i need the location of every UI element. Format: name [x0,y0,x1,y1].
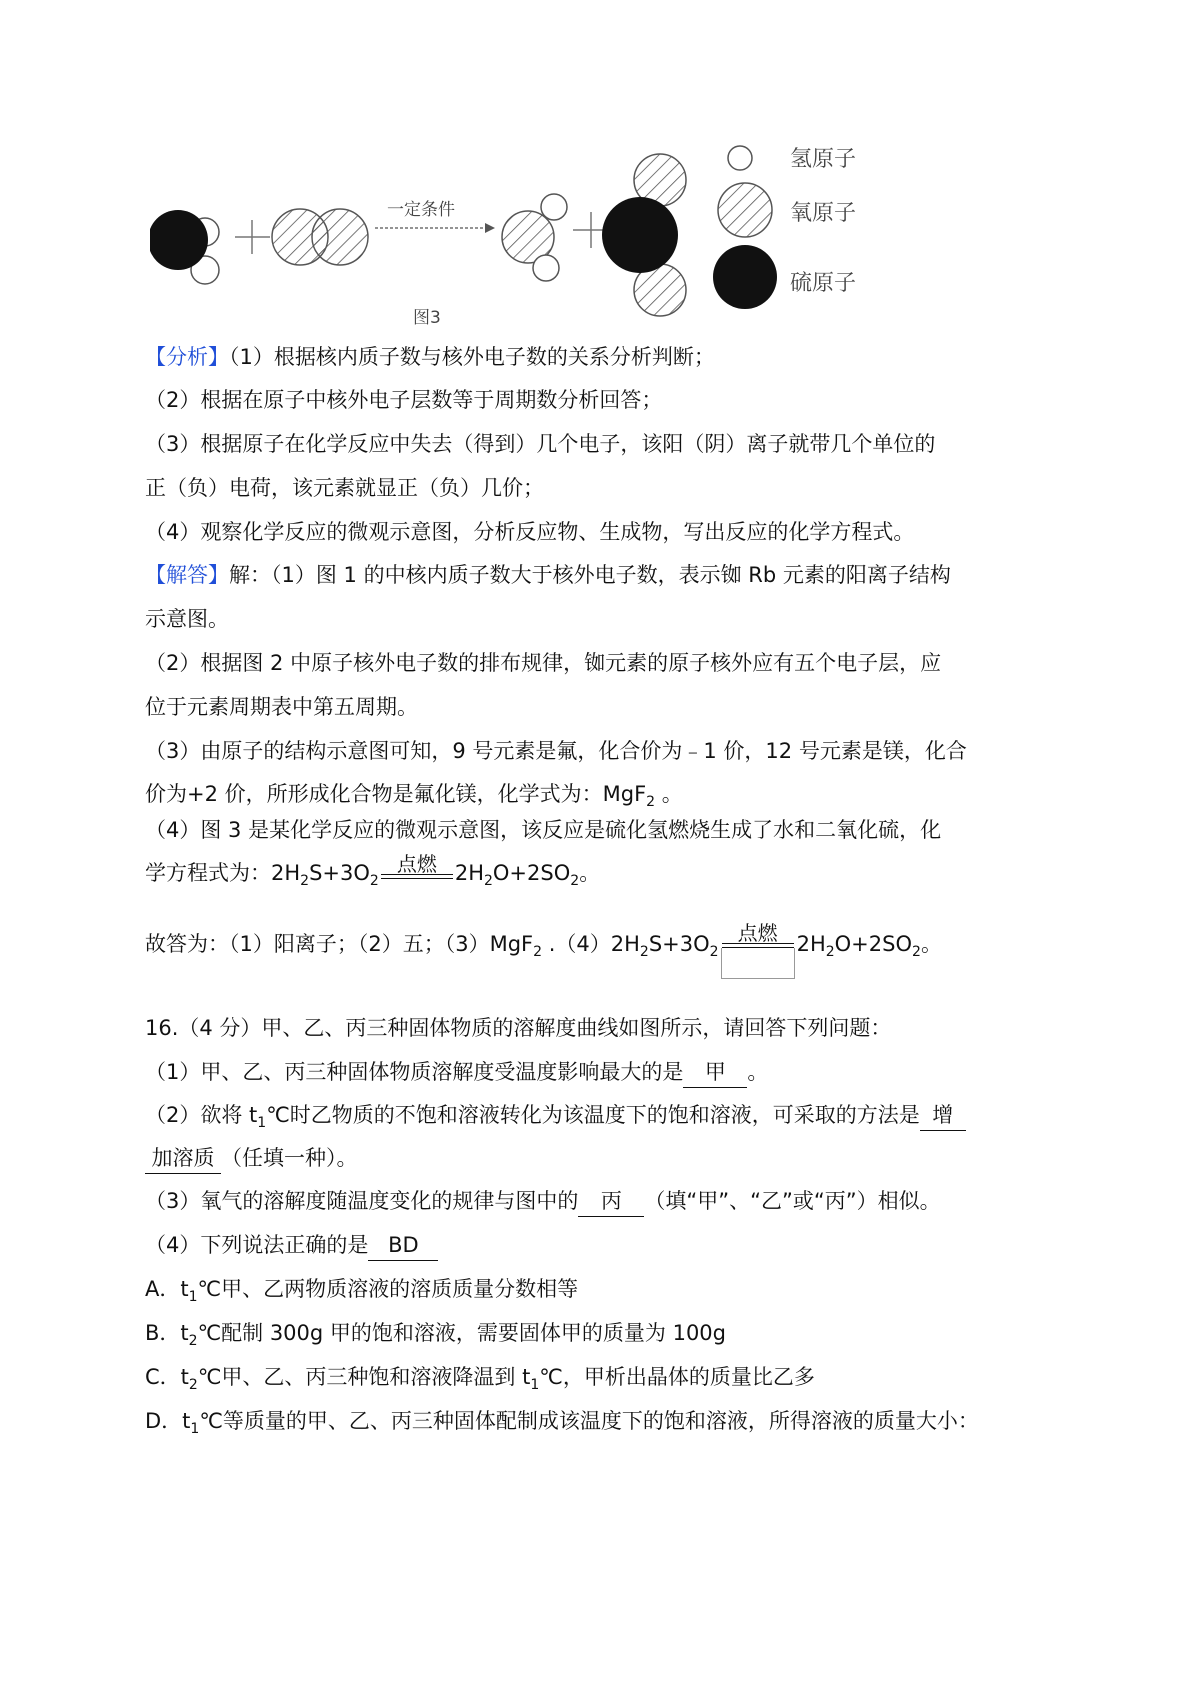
condition-label: 点燃 [396,851,437,876]
solution-tag: 【解答】 [145,563,229,587]
reaction-condition [381,851,453,879]
so2-molecule [602,154,686,316]
solution-line-5: （3）由原子的结构示意图可知，9 号元素是氟，化合价为﹣1 价，12 号元素是镁，化合 [145,739,967,763]
figure-caption: 图3 [413,308,441,328]
legend-oxygen: 氧原子 [790,201,857,226]
option-c-label: C．t [145,1365,189,1389]
hydrogen-legend-marker [728,146,752,170]
q16-part2-text: （2）欲将 t [145,1103,258,1127]
plus-icon [235,220,270,254]
reaction-figure [150,140,950,365]
answer-blank: BD [368,1230,438,1261]
legend [713,146,856,309]
mgf2-text: 价为+2 价，所形成化合物是氟化镁，化学式为：MgF [145,782,647,806]
solution-line-1 [145,560,951,590]
q16-part4 [145,1230,438,1261]
q16-part2-end: （任填一种）。 [221,1146,358,1170]
analysis-tag: 【分析】 [145,345,229,369]
h2o-molecule [502,194,567,281]
legend-hydrogen: 氢原子 [790,147,857,172]
option-d: D．$t_1℃$等质量的甲、乙、丙三种固体配制成该温度下的饱和溶液，所得溶液的质量大小： [145,1409,979,1438]
q16-part1-text: （1）甲、乙、丙三种固体物质溶解度受温度影响最大的是 [145,1060,684,1084]
q16-part4-text: （4）下列说法正确的是 [145,1233,369,1257]
analysis-text-1: （1）根据核内质子数与核外电子数的关系分析判断； [229,345,715,369]
equals-bar [381,874,453,879]
q16-part2-text2: ℃时乙物质的不饱和溶液转化为该温度下的饱和溶液，可采取的方法是 [266,1103,920,1127]
q16-part3 [145,1186,941,1217]
analysis-line-3: （3）根据原子在化学反应中失去（得到）几个电子，该阳（阴）离子就带几个单位的 [145,432,936,456]
q16-part1-end: 。 [747,1060,769,1084]
option-c: C．$t_2℃$甲、乙、丙三种饱和溶液降温到 $t_1℃$，甲析出晶体的质量比乙多 [145,1365,815,1394]
solution-line-2: 示意图。 [145,607,229,631]
solution-line-7: （4）图 3 是某化学反应的微观示意图，该反应是硫化氢燃烧生成了水和二氧化硫，化 [145,818,942,842]
answer-line: 故答为：（1）阳离子；（2）五；（3）MgF$_2$ $.(4)2H_2S+3O_2$ 点燃 $2H_2O+2SO_2$。 [145,917,942,973]
analysis-line-5: （4）观察化学反应的微观示意图，分析反应物、生成物，写出反应的化学方程式。 [145,520,915,544]
period-text: 。 [920,932,942,956]
o2-molecule [272,209,368,265]
q16-part2: （2）欲将 $t_1℃$时乙物质的不饱和溶液转化为该温度下的饱和溶液，可采取的方法是 增 [145,1100,966,1138]
reaction-arrow [375,200,495,233]
option-a: A．$t_1℃$甲、乙两物质溶液的溶质质量分数相等 [145,1277,579,1306]
option-a-label: A．t [145,1277,189,1301]
option-b-text: ℃配制 300g 甲的饱和溶液，需要固体甲的质量为 100g [197,1321,726,1345]
reaction-condition [721,923,795,979]
q16-part1 [145,1057,768,1088]
option-c-text2: ℃，甲析出晶体的质量比乙多 [539,1365,815,1389]
solution-line-8: 学方程式为：$2H_2S+3O_2$ 点燃 $2H_2O+2SO_2$。 [145,851,601,890]
q16-part3-end: （填“甲”、“乙”或“丙”）相似。 [644,1189,941,1213]
oxygen-legend-marker [718,183,772,237]
analysis-line-2: （2）根据在原子中核外电子层数等于周期数分析回答； [145,388,663,412]
answer-prefix: 故答为：（1）阳离子；（2）五；（3）MgF [145,932,534,956]
condition-label: 点燃 [737,921,778,945]
option-c-text: ℃甲、乙、丙三种饱和溶液降温到 t [197,1365,531,1389]
condition-box [721,948,795,979]
solution-text-1: 解：（1）图 1 的中核内质子数大于核外电子数，表示铷 Rb 元素的阳离子结构 [229,563,951,587]
sulfur-legend-marker [713,245,777,309]
solution-line-3: （2）根据图 2 中原子核外电子数的排布规律，铷元素的原子核外应有五个电子层，应 [145,651,942,675]
q16-part2-cont [145,1143,358,1174]
period-text: 。 [579,861,601,885]
option-d-label: D．t [145,1409,191,1433]
solution-line-6 [145,779,683,817]
legend-sulfur: 硫原子 [790,271,857,296]
arrow-label: 一定条件 [387,200,455,220]
subscript: 2 [646,794,656,811]
reaction-diagram [150,140,950,365]
answer-blank: 丙 [578,1186,644,1217]
h2s-molecule [150,210,219,284]
q16-stem: 16.（4 分）甲、乙、丙三种固体物质的溶解度曲线如图所示，请回答下列问题： [145,1016,892,1040]
q16-part3-text: （3）氧气的溶解度随温度变化的规律与图中的 [145,1189,579,1213]
period-text: 。 [655,782,683,806]
answer-blank: 加溶质 [145,1143,221,1174]
option-b-label: B．t [145,1321,189,1345]
option-b: B．$t_2℃$配制 300g 甲的饱和溶液，需要固体甲的质量为 100g [145,1321,726,1350]
equation-prefix: 学方程式为： [145,861,271,885]
option-d-text: ℃等质量的甲、乙、丙三种固体配制成该温度下的饱和溶液，所得溶液的质量大小： [199,1409,979,1433]
option-a-text: ℃甲、乙两物质溶液的溶质质量分数相等 [197,1277,579,1301]
analysis-line-1 [145,342,715,372]
answer-blank: 增 [920,1100,966,1131]
answer-blank: 甲 [683,1057,747,1088]
answer-mid: .（4） [542,932,611,956]
solution-line-4: 位于元素周期表中第五周期。 [145,695,418,719]
analysis-line-4: 正（负）电荷，该元素就显正（负）几价； [145,476,544,500]
